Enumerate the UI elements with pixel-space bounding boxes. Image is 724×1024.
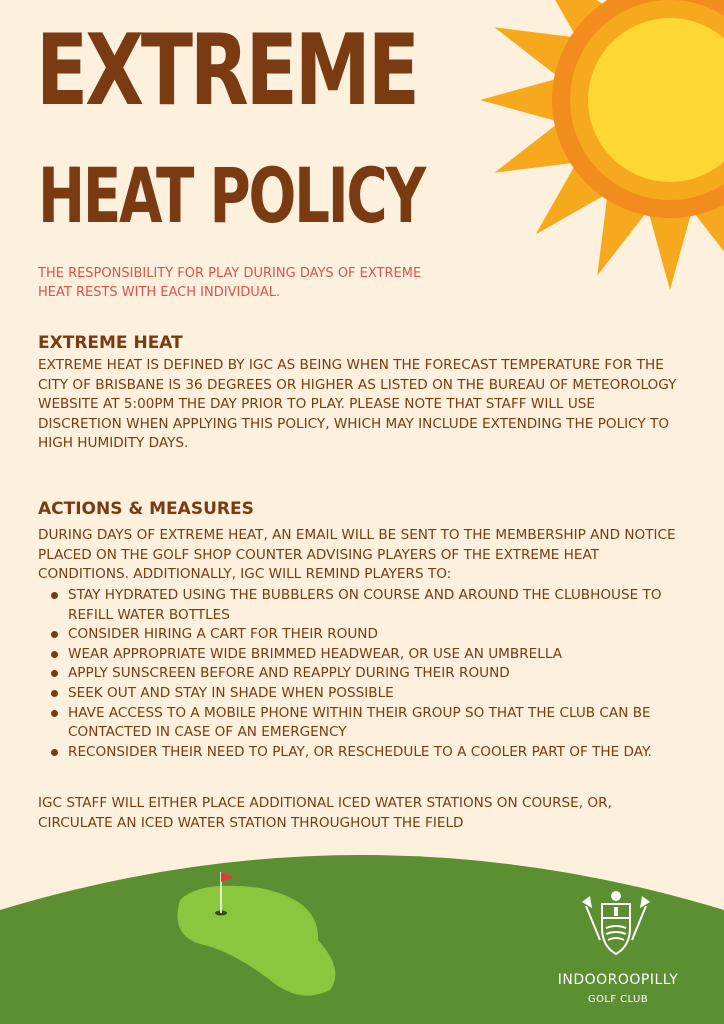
intro-text: THE RESPONSIBILITY FOR PLAY DURING DAYS OF EXTREME HEAT RESTS WITH EACH INDIVIDUAL.	[38, 266, 422, 300]
list-item: STAY HYDRATED USING THE BUBBLERS ON COURSE AND AROUND THE CLUBHOUSE TO REFILL WATER BOTTLES	[38, 586, 678, 625]
section-heading-actions: ACTIONS & MEASURES	[38, 499, 254, 519]
section-body-extreme-heat: EXTREME HEAT IS DEFINED BY IGC AS BEING WHEN THE FORECAST TEMPERATURE FOR THE CITY OF BRISBANE IS 36 DEGREES OR HIGHER AS LISTED ON THE BUREAU OF METEOROLOGY WEBSITE AT 5:00PM THE DAY PRIOR TO PLAY. PLEASE NOTE THAT STAFF WILL USE DISCRETION WHEN APPLYING THIS POLICY, WHICH MAY INCLUDE EXTENDING THE POLICY TO HIGH HUMIDITY DAYS.	[38, 357, 677, 452]
list-item: SEEK OUT AND STAY IN SHADE WHEN POSSIBLE	[38, 684, 678, 704]
sun-illustration	[470, 0, 724, 300]
closing-text: IGC STAFF WILL EITHER PLACE ADDITIONAL ICED WATER STATIONS ON COURSE, OR, CIRCULATE AN ICED WATER STATION THROUGHOUT THE FIELD	[38, 795, 612, 831]
club-name-line-1: INDOOROOPILLY	[557, 972, 679, 988]
title-line-2: HEAT POLICY	[38, 151, 424, 240]
club-crest-icon	[578, 888, 654, 960]
section-heading-extreme-heat: EXTREME HEAT	[38, 333, 183, 353]
club-name-line-2: GOLF CLUB	[588, 994, 648, 1005]
list-item: WEAR APPROPRIATE WIDE BRIMMED HEADWEAR, OR USE AN UMBRELLA	[38, 645, 678, 665]
title-line-1: EXTREME	[36, 14, 417, 128]
list-item: CONSIDER HIRING A CART FOR THEIR ROUND	[38, 625, 678, 645]
measures-list	[38, 586, 678, 762]
list-item: RECONSIDER THEIR NEED TO PLAY, OR RESCHEDULE TO A COOLER PART OF THE DAY.	[38, 743, 678, 763]
list-item: APPLY SUNSCREEN BEFORE AND REAPPLY DURING THEIR ROUND	[38, 664, 678, 684]
section-body-actions: DURING DAYS OF EXTREME HEAT, AN EMAIL WILL BE SENT TO THE MEMBERSHIP AND NOTICE PLACED ON THE GOLF SHOP COUNTER ADVISING PLAYERS OF THE EXTREME HEAT CONDITIONS. ADDITIONALLY, IGC WILL REMIND PLAYERS TO:	[38, 527, 676, 583]
list-item: HAVE ACCESS TO A MOBILE PHONE WITHIN THEIR GROUP SO THAT THE CLUB CAN BE CONTACTED IN CASE OF AN EMERGENCY	[38, 704, 678, 743]
